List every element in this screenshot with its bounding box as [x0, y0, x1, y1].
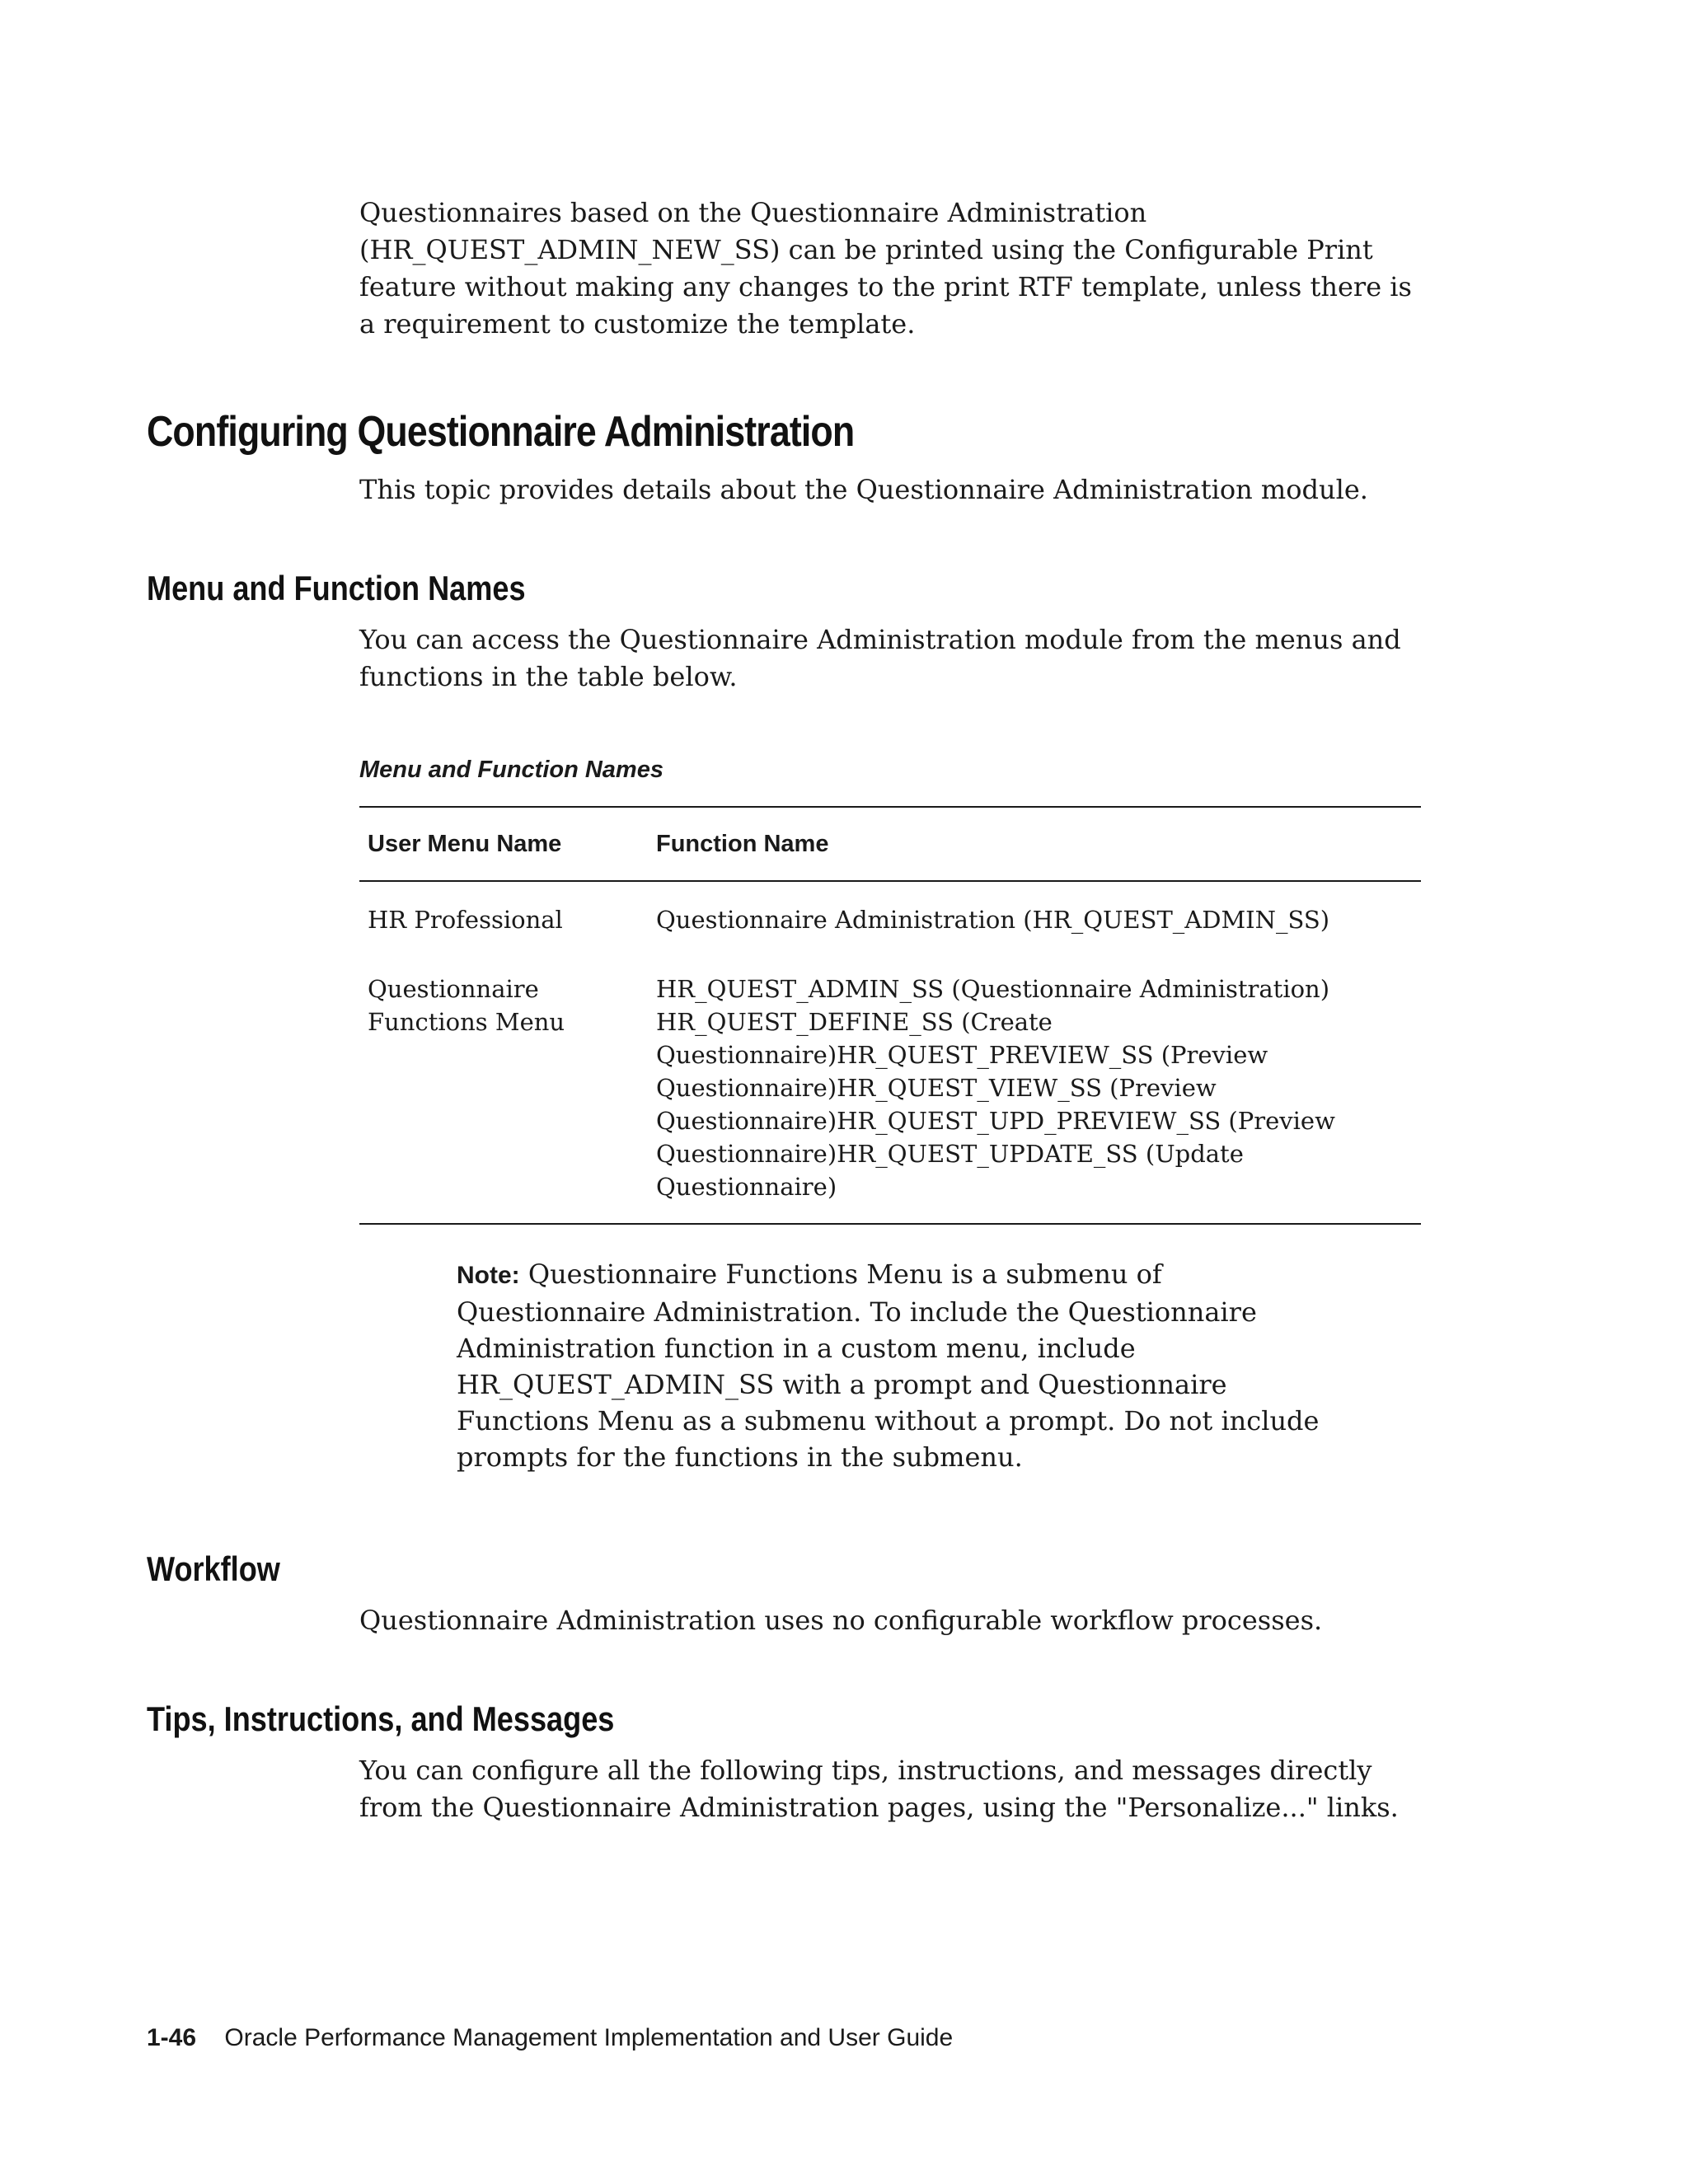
note — [457, 1256, 1347, 1475]
header-function-name: Function Name — [656, 831, 829, 857]
workflow-description: Questionnaire Administration uses no configurable workflow processes. — [359, 1605, 1323, 1636]
table-header-row — [359, 808, 1421, 880]
menu-functions-description: You can access the Questionnaire Administration module from the menus and functions in the table below. — [359, 624, 1401, 692]
workflow-heading: Workflow — [147, 1549, 280, 1588]
note-text: Questionnaire Functions Menu is a submenu of Questionnaire Administration. To include the Questionnaire Administration function in a custom menu, include HR_QUEST_ADMIN_SS with a prompt and Questionnaire Functions Menu as a submenu without a prompt. Do not include prompts for the functions in the submenu. — [457, 1258, 1320, 1473]
table-bottom-rule — [359, 1223, 1421, 1225]
page-number: 1-46 — [147, 2024, 197, 2051]
cell-function: HR_QUEST_ADMIN_SS (Questionnaire Administration) HR_QUEST_DEFINE_SS (Create Questionnaire)HR_QUEST_PREVIEW_SS (Preview Questionnaire)HR_QUEST_VIEW_SS (Preview Questionnaire)HR_QUEST_UPD_PREVIEW_SS (Preview Questionnaire)HR_QUEST_UPDATE_SS (Update Questionnaire) — [656, 975, 1335, 1201]
tips-heading: Tips, Instructions, and Messages — [147, 1699, 615, 1738]
table-row — [359, 882, 1421, 961]
cell-menu: HR Professional — [368, 906, 563, 934]
page-footer — [147, 2024, 953, 2052]
book-title: Oracle Performance Management Implementation and User Guide — [224, 2024, 954, 2051]
menu-functions-heading: Menu and Function Names — [147, 569, 526, 607]
cell-function: Questionnaire Administration (HR_QUEST_ADMIN_SS) — [656, 906, 1330, 934]
header-user-menu-name: User Menu Name — [368, 831, 562, 857]
cell-menu: Questionnaire Functions Menu — [368, 975, 565, 1036]
tips-description: You can configure all the following tips, instructions, and messages directly from the Questionnaire Administration pages, using the "Personalize..." links. — [359, 1755, 1399, 1823]
section-title: Configuring Questionnaire Administration — [147, 408, 855, 456]
table-row — [359, 961, 1421, 1223]
note-label: Note: — [457, 1262, 520, 1289]
section-description: This topic provides details about the Questionnaire Administration module. — [359, 474, 1368, 505]
menu-function-table — [359, 806, 1421, 1225]
intro-paragraph: Questionnaires based on the Questionnaire Administration (HR_QUEST_ADMIN_NEW_SS) can be printed using the Configurable Print feature without making any changes to the print RTF template, unless there is a requirement to customize the template. — [359, 197, 1412, 340]
table-caption: Menu and Function Names — [359, 757, 663, 783]
